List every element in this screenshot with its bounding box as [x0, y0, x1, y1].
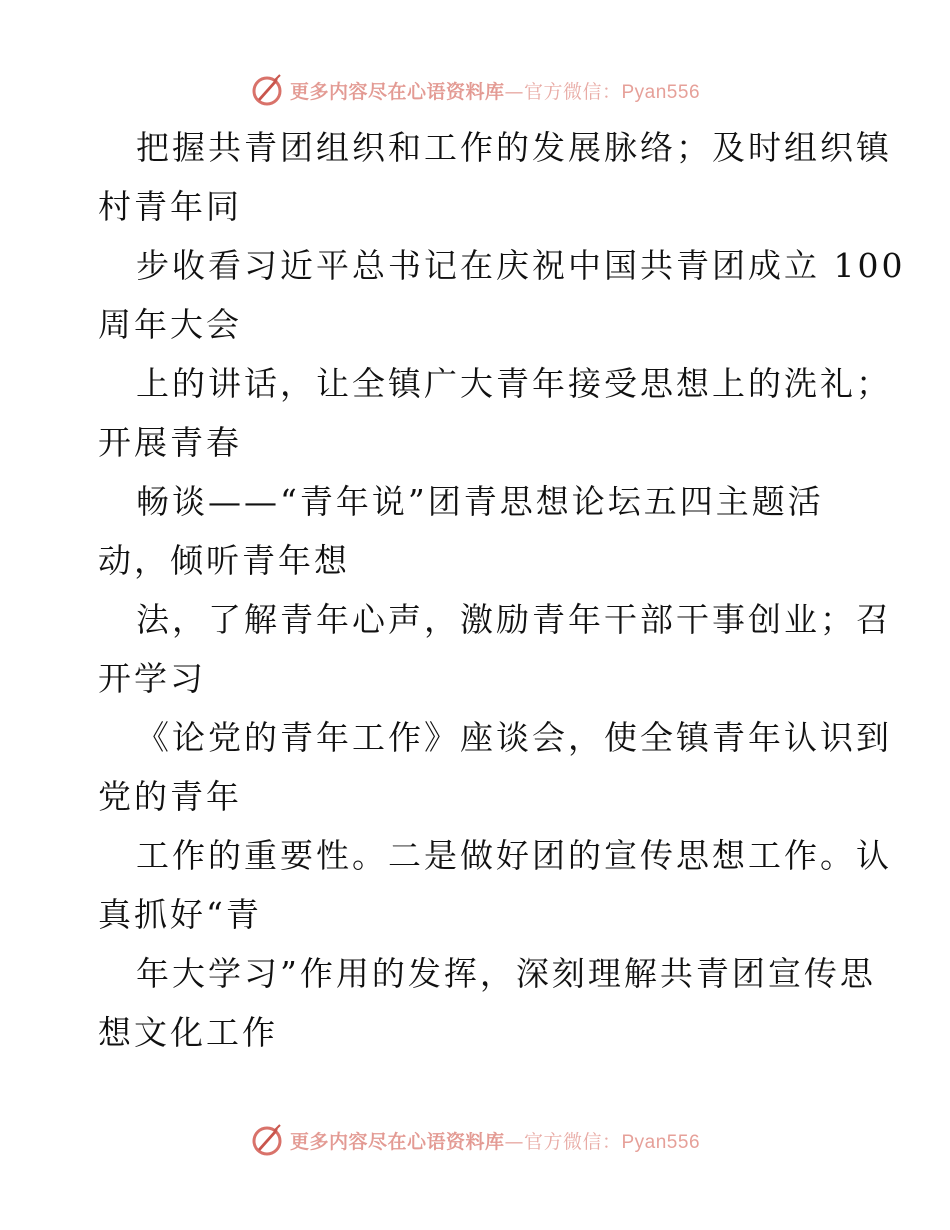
- body-line: 法，了解青年心声，激励青年干部干事创业；召: [136, 600, 892, 639]
- watermark-official: —官方微信：: [504, 80, 622, 103]
- header-watermark: [0, 70, 950, 110]
- watermark-text: [290, 77, 700, 104]
- body-line: 畅谈——“青年说”团青思想论坛五四主题活: [136, 482, 824, 521]
- body-line: 周年大会: [98, 305, 242, 344]
- body-line: 上的讲话，让全镇广大青年接受思想上的洗礼；: [136, 364, 892, 403]
- body-line: 把握共青团组织和工作的发展脉络；及时组织镇: [136, 128, 892, 167]
- watermark-wechat-id: Pyan556: [621, 81, 701, 103]
- body-line: 动，倾听青年想: [98, 541, 350, 580]
- body-line: 开学习: [98, 659, 206, 698]
- watermark-brand: 更多内容尽在心语资料库: [289, 80, 505, 103]
- watermark-text: [290, 1127, 700, 1154]
- body-line: 开展青春: [98, 423, 242, 462]
- body-line: 想文化工作: [98, 1013, 278, 1052]
- watermark-official: —官方微信：: [504, 1130, 622, 1153]
- body-line: 工作的重要性。二是做好团的宣传思想工作。认: [136, 836, 892, 875]
- watermark-wechat-id: Pyan556: [621, 1131, 701, 1153]
- body-line: 年大学习”作用的发挥，深刻理解共青团宣传思: [136, 954, 876, 993]
- body-line: 《论党的青年工作》座谈会，使全镇青年认识到: [136, 718, 892, 757]
- body-line: 步收看习近平总书记在庆祝中国共青团成立 100: [136, 246, 906, 285]
- quill-pen-logo-icon: [250, 1123, 284, 1157]
- body-line: 党的青年: [98, 777, 242, 816]
- body-line: 村青年同: [98, 187, 242, 226]
- footer-watermark: [0, 1120, 950, 1160]
- watermark-brand: 更多内容尽在心语资料库: [289, 1130, 505, 1153]
- body-line: 真抓好“青: [98, 895, 262, 934]
- document-body: [98, 118, 906, 1062]
- quill-pen-logo-icon: [250, 73, 284, 107]
